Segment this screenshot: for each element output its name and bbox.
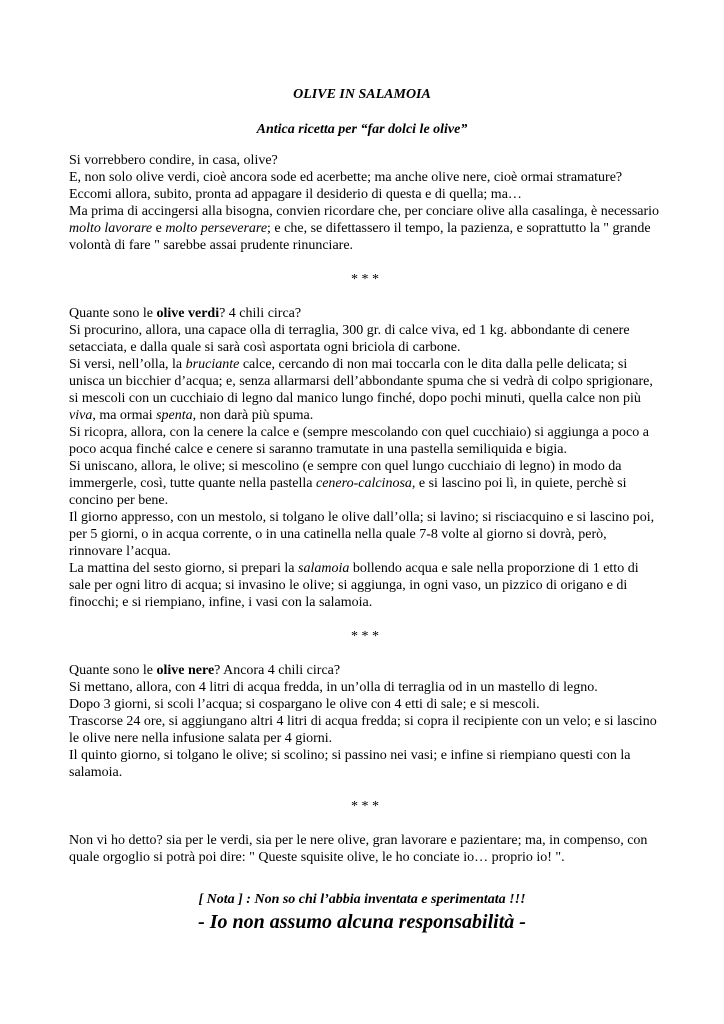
text-span: Si versi, nell’olla, la — [69, 357, 186, 372]
text-span: Quante sono le — [69, 306, 157, 321]
text-span: ? 4 chili circa? — [219, 306, 302, 321]
black-paragraph-1: Si mettano, allora, con 4 litri di acqua fredda, in un’olla di terraglia od in un mastello di legno. — [69, 680, 598, 695]
bold-term: olive verdi — [156, 306, 220, 321]
section-separator: * * * — [351, 629, 379, 644]
text-span: La mattina del sesto giorno, si prepari la — [69, 561, 298, 576]
text-span: ; e che, se difettassero il tempo, la pazienza, e soprattutto la " grande volontà di fare " sarebbe assai prudente rinunciare. — [69, 221, 651, 253]
text-span: bollendo acqua e sale nella proporzione di 1 etto di sale per ogni litro di acqua; si invasino le olive; si aggiunga, in ogni vaso, un pizzico di origano e di finocchi; e si riempiano, infine, i vasi con la salamoia. — [69, 561, 639, 610]
recipe-body — [69, 152, 661, 866]
green-paragraph-3: Si ricopra, allora, con la cenere la calce e (sempre mescolando con quel cucchiaio) si aggiunga a poco a poco acqua finché calce e cenere si saranno tramutate in una pastella semiliquida e bigia. — [69, 425, 649, 457]
green-paragraph-6 — [69, 560, 661, 611]
intro-line-1: Si vorrebbero condire, in casa, olive? — [69, 153, 278, 168]
emphasis: viva — [69, 408, 93, 423]
intro-line-3: Eccomi allora, subito, pronta ad appagare il desiderio di questa e di quella; ma… — [69, 187, 522, 202]
green-paragraph-1: Si procurino, allora, una capace olla di terraglia, 300 gr. di calce viva, ed 1 kg. abbondante di cenere setacciata, e dalla quale si sarà così asportata ogni briciola di carbone. — [69, 323, 630, 355]
note-line: [ Nota ] : Non so chi l’abbia inventata e sperimentata !!! — [198, 892, 526, 907]
green-paragraph-5: Il giorno appresso, con un mestolo, si tolgano le olive dall’olla; si lavino; si risciacquino e si lascino poi, per 5 giorni, o in acqua corrente, o in una catinella nella quale 7-8 volte al giorno si dovrà, però, rinnovare l’acqua. — [69, 510, 655, 559]
closing-paragraph: Non vi ho detto? sia per le verdi, sia per le nere olive, gran lavorare e pazientare; ma, in compenso, con quale orgoglio si potrà poi dire: " Queste squisite olive, le ho conciate io… proprio io! ". — [69, 833, 648, 865]
green-paragraph-4 — [69, 458, 661, 509]
disclaimer-line: - Io non assumo alcuna responsabilità - — [198, 911, 526, 933]
black-paragraph-4: Il quinto giorno, si tolgano le olive; si scolino; si passino nei vasi; e infine si riempiano questi con la salamoia. — [69, 748, 631, 780]
text-span: , non darà più spuma. — [192, 408, 314, 423]
intro-line-2: E, non solo olive verdi, cioè ancora sode ed acerbette; ma anche olive nere, cioè ormai stramature? — [69, 170, 623, 185]
text-span: e — [152, 221, 166, 236]
page-subtitle: Antica ricetta per “far dolci le olive” — [256, 122, 468, 137]
text-span: Si uniscano, allora, le olive; si mescolino (e sempre con quel lungo cucchiaio di legno) in modo da immergerle, così, tutte quante nella pastella — [69, 459, 622, 491]
emphasis: spenta — [156, 408, 193, 423]
black-paragraph-2: Dopo 3 giorni, si scoli l’acqua; si cospargano le olive con 4 etti di sale; e si mescoli. — [69, 697, 540, 712]
black-paragraph-3: Trascorse 24 ore, si aggiungano altri 4 litri di acqua fredda; si copra il recipiente con un velo; e si lascino le olive nere nella infusione salata per 4 giorni. — [69, 714, 657, 746]
emphasis: cenero-calcinosa — [316, 476, 412, 491]
text-span: Quante sono le — [69, 663, 157, 678]
intro-line-4 — [69, 203, 661, 254]
green-olives-question — [69, 305, 661, 322]
page-title: OLIVE IN SALAMOIA — [293, 87, 431, 102]
emphasis: molto lavorare — [69, 221, 153, 236]
section-separator: * * * — [351, 799, 379, 814]
text-span: calce, cercando di non mai toccarla con le dita dalla pelle delicata; si unisca un bicchier d’acqua; e, senza allarmarsi dell’abbondante spuma che si vedrà di colpo sprigionare, si mescoli con un cucchiaio di legno dal manico lungo finché, dopo pochi minuti, quella calce non più — [69, 357, 653, 406]
black-olives-question — [69, 662, 661, 679]
emphasis: bruciante — [185, 357, 240, 372]
text-span: Ma prima di accingersi alla bisogna, convien ricordare che, per conciare olive alla casalinga, è necessario — [69, 204, 660, 219]
emphasis: molto perseverare — [165, 221, 268, 236]
text-span: ? Ancora 4 chili circa? — [214, 663, 341, 678]
emphasis: salamoia — [298, 561, 350, 576]
section-separator: * * * — [351, 272, 379, 287]
bold-term: olive nere — [156, 663, 215, 678]
text-span: , e si lascino poi lì, in quiete, perchè si concino per bene. — [69, 476, 627, 508]
green-paragraph-2 — [69, 356, 661, 424]
text-span: , ma ormai — [92, 408, 157, 423]
